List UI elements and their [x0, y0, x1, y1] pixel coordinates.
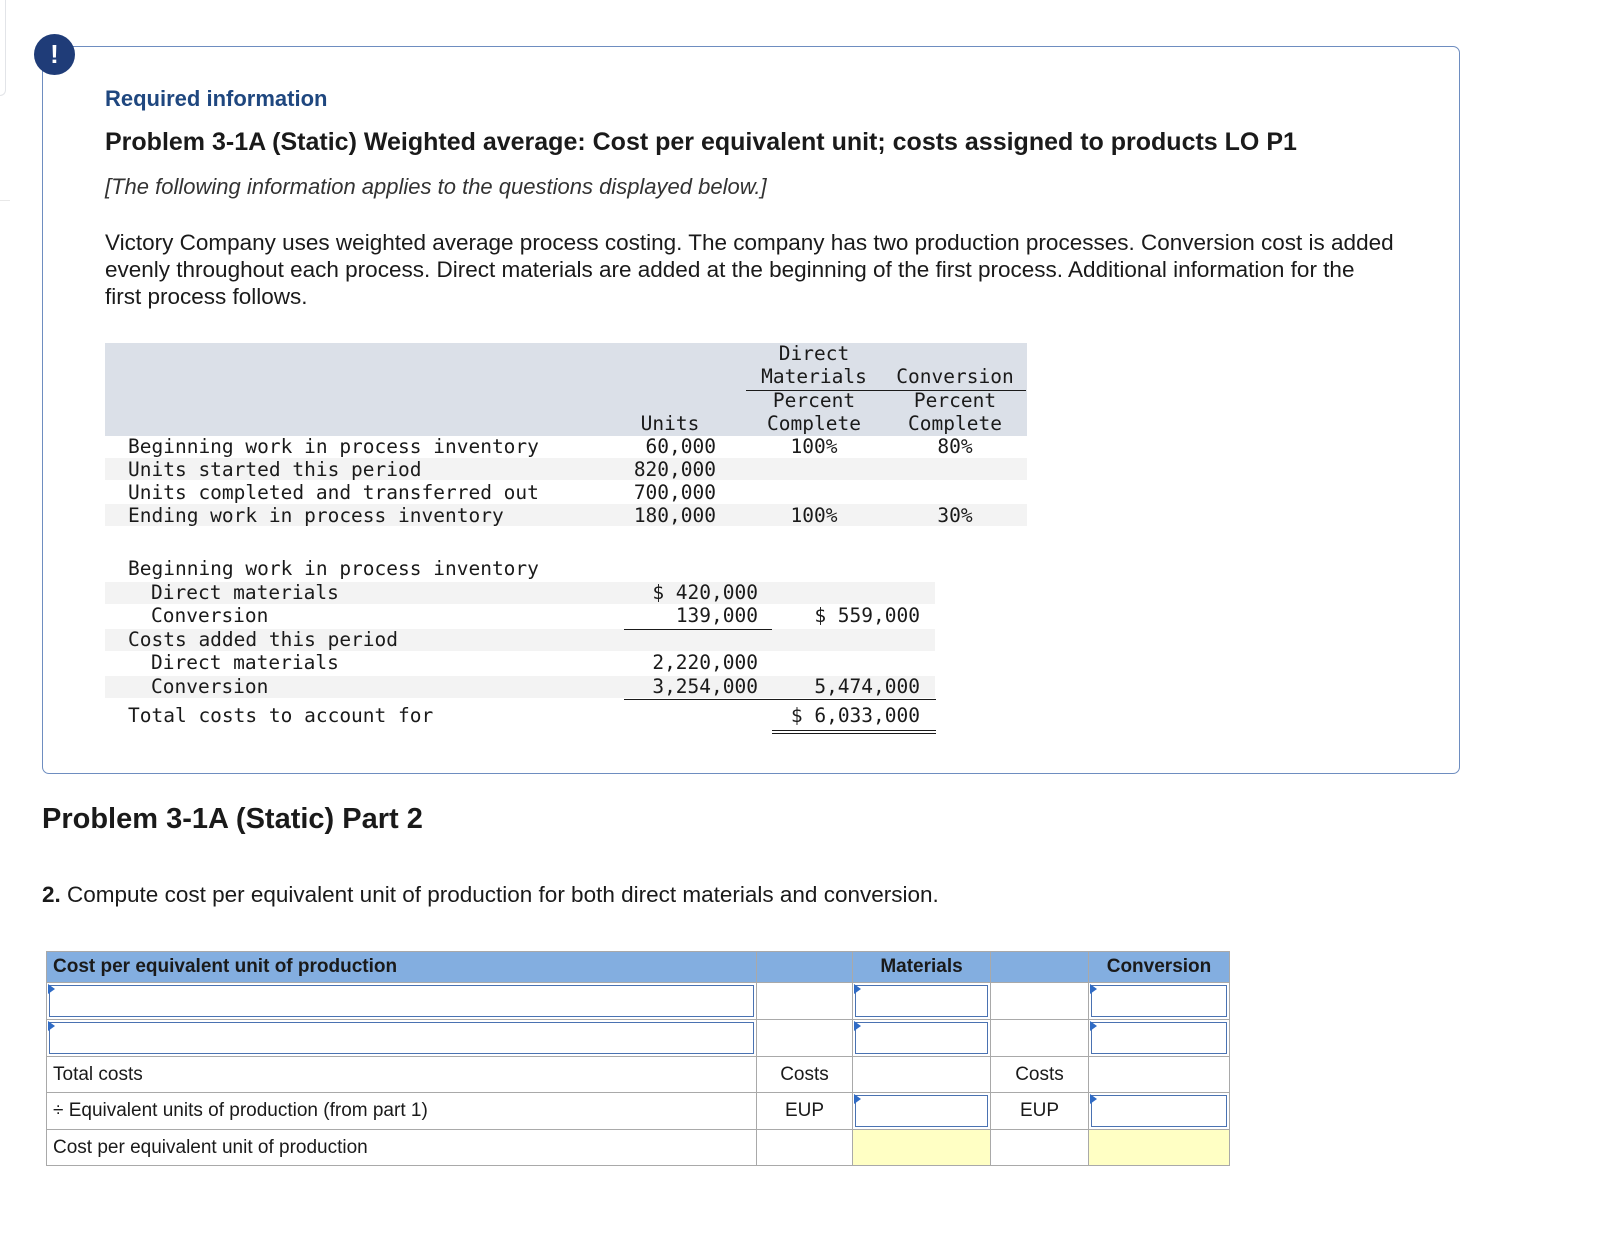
worksheet-header-row [47, 952, 1230, 983]
header-blank-cell [991, 952, 1089, 983]
table-row [47, 1130, 1230, 1166]
costs-label: Costs [991, 1057, 1089, 1093]
cost-per-eup-label: Cost per equivalent unit of production [47, 1130, 757, 1166]
materials-header: Materials [853, 952, 991, 983]
blank-cell [757, 1020, 853, 1057]
question-text: Compute cost per equivalent unit of production for both direct materials and conversion. [60, 882, 939, 907]
divider [0, 200, 10, 201]
eup-short-label: EUP [757, 1093, 853, 1130]
materials-cell[interactable] [853, 1020, 991, 1057]
total-costs-label: Total costs [47, 1057, 757, 1093]
conversion-total-cost-cell [1089, 1057, 1230, 1093]
conversion-cell[interactable] [1089, 1020, 1230, 1057]
row-label: Units started this period [128, 458, 422, 481]
eup-label: ÷ Equivalent units of production (from part 1) [47, 1093, 757, 1130]
subtotal-underline [624, 629, 772, 630]
units-header: Units [640, 412, 700, 435]
blank-cell [757, 983, 853, 1020]
cost-value: $ 420,000 [652, 581, 758, 604]
conv-header-percent: Percent [913, 389, 997, 412]
row-label: Ending work in process inventory [128, 504, 504, 527]
blank-cell [991, 1130, 1089, 1166]
blank-cell [991, 1020, 1089, 1057]
header-blank-cell [757, 952, 853, 983]
dropdown-marker-icon [854, 1094, 861, 1104]
label-select[interactable] [49, 1022, 754, 1054]
table-row [47, 983, 1230, 1020]
dm-header-percent: Percent [772, 389, 856, 412]
worksheet-table [46, 951, 1230, 1166]
label-select[interactable] [49, 985, 754, 1017]
row-label-dropdown[interactable] [47, 983, 757, 1020]
dm-header-materials: Materials [761, 365, 867, 388]
dropdown-marker-icon [48, 984, 55, 994]
materials-total-cost-cell [853, 1057, 991, 1093]
worksheet-header-label: Cost per equivalent unit of production [47, 952, 757, 983]
question [42, 882, 939, 908]
dropdown-marker-icon [1090, 1094, 1097, 1104]
cost-row-label: Beginning work in process inventory [128, 557, 539, 580]
dropdown-marker-icon [48, 1021, 55, 1031]
table-row [47, 1093, 1230, 1130]
question-number: 2. [42, 882, 61, 907]
conv-percent: 30% [937, 504, 973, 527]
conversion-cell[interactable] [1089, 983, 1230, 1020]
dm-header-direct: Direct [778, 342, 850, 365]
dm-percent: 100% [790, 504, 838, 527]
materials-eup-input[interactable] [855, 1095, 988, 1127]
cost-value: 139,000 [675, 604, 758, 627]
cost-row-label: Conversion [151, 604, 269, 627]
materials-input[interactable] [855, 1022, 988, 1054]
conversion-input[interactable] [1091, 985, 1227, 1017]
problem-title: Problem 3-1A (Static) Weighted average: Cost per equivalent unit; costs assigned to products LO P1 [105, 128, 1297, 156]
units-value: 820,000 [633, 458, 716, 481]
cost-row-label: Costs added this period [128, 628, 399, 651]
row-label: Units completed and transferred out [128, 481, 539, 504]
materials-cost-per-eup-result [853, 1130, 991, 1166]
applies-note: [The following information applies to the questions displayed below.] [105, 174, 767, 199]
subtotal-underline [624, 699, 772, 700]
materials-cell[interactable] [853, 983, 991, 1020]
cost-row-label: Direct materials [151, 651, 339, 674]
units-value: 180,000 [633, 504, 716, 527]
conversion-eup-cell[interactable] [1089, 1093, 1230, 1130]
blank-cell [757, 1130, 853, 1166]
eup-short-label: EUP [991, 1093, 1089, 1130]
costs-label: Costs [757, 1057, 853, 1093]
cost-row-label: Conversion [151, 675, 269, 698]
blank-cell [991, 983, 1089, 1020]
conv-header-complete: Complete [908, 412, 1002, 435]
units-value: 700,000 [633, 481, 716, 504]
part-title: Problem 3-1A (Static) Part 2 [42, 803, 423, 835]
conv-percent: 80% [937, 435, 973, 458]
conversion-header: Conversion [1089, 952, 1230, 983]
dropdown-marker-icon [854, 1021, 861, 1031]
dm-header-complete: Complete [767, 412, 861, 435]
cost-subtotal: $ 559,000 [814, 604, 920, 627]
cost-row-label: Total costs to account for [128, 704, 434, 727]
alert-icon: ! [34, 34, 75, 75]
table-row [47, 1020, 1230, 1057]
table-row [47, 1057, 1230, 1093]
cost-subtotal: 5,474,000 [814, 675, 920, 698]
total-double-underline [772, 730, 936, 734]
row-label-dropdown[interactable] [47, 1020, 757, 1057]
materials-input[interactable] [855, 985, 988, 1017]
cost-row-label: Direct materials [151, 581, 339, 604]
conversion-cost-per-eup-result [1089, 1130, 1230, 1166]
units-value: 60,000 [645, 435, 716, 458]
cost-value: 2,220,000 [652, 651, 758, 674]
materials-eup-cell[interactable] [853, 1093, 991, 1130]
dropdown-marker-icon [1090, 984, 1097, 994]
total-costs-value: $ 6,033,000 [790, 704, 920, 727]
problem-description: Victory Company uses weighted average process costing. The company has two production processes. Conversion cost is added evenly throughout each process. Direct materials are added at the beginning of the first process. Additional information for the first process follows. [105, 230, 1394, 309]
conversion-eup-input[interactable] [1091, 1095, 1227, 1127]
dropdown-marker-icon [854, 984, 861, 994]
subtotal-underline [772, 699, 936, 700]
side-panel-edge [0, 0, 6, 96]
conv-header: Conversion [896, 365, 1014, 388]
required-info-label: Required information [105, 86, 328, 111]
conversion-input[interactable] [1091, 1022, 1227, 1054]
cost-value: 3,254,000 [652, 675, 758, 698]
dm-percent: 100% [790, 435, 838, 458]
dropdown-marker-icon [1090, 1021, 1097, 1031]
row-label: Beginning work in process inventory [128, 435, 539, 458]
